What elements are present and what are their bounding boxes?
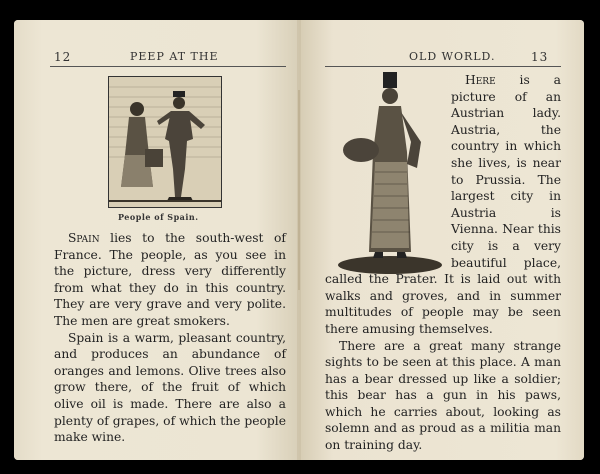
right-page [299, 20, 584, 460]
illustration-caption: People of Spain. [118, 212, 199, 222]
engraving-spanish-couple [109, 77, 221, 207]
right-paragraph-1-lead: Here [465, 73, 496, 87]
left-paragraph-1-lead: Spain [68, 231, 100, 245]
right-paragraph-2: There are a great many strange sights to be seen at this place. A man has a bear dressed up like a soldier; this bear has a gun in his paws, which he carries about, looking as solemn and as proud as a militia man on training day. [325, 338, 561, 453]
left-paragraph-1-text: lies to the south-west of France. The people, as you see in the picture, dress very differently from what they do in this country. They are very grave and very polite. The men are great smokers. [54, 231, 286, 328]
binding-thread [298, 90, 300, 290]
right-page-number: 13 [531, 50, 549, 64]
right-paragraph-1-text: is a picture of an Austrian lady. Austria, the country in which she lives, is near to Prussia. The largest city in Austria is Vienna. Near this city is a very beautiful place, called the Prater. It is laid out with walks and groves, and in summer multitudes of people may be seen there amusing themselves. [325, 73, 561, 336]
right-header-rule [325, 66, 561, 67]
left-page-number: 12 [54, 50, 72, 64]
right-running-head: OLD WORLD. [409, 50, 496, 63]
illustration-wrap-spacer [325, 72, 451, 264]
left-page [14, 20, 299, 460]
left-paragraph-1 [54, 230, 286, 330]
right-body-text [325, 72, 561, 454]
left-header-rule [50, 66, 286, 67]
illustration-people-of-spain [108, 76, 222, 208]
left-running-head: PEEP AT THE [130, 50, 219, 63]
left-body-text [54, 230, 286, 446]
left-paragraph-2: Spain is a warm, pleasant country, and produces an abundance of oranges and lemons. Olive trees also grow there, of the fruit of which olive oil is made. There are also a plenty of grapes, of which the people make wine. [54, 330, 286, 445]
open-book [14, 20, 584, 460]
